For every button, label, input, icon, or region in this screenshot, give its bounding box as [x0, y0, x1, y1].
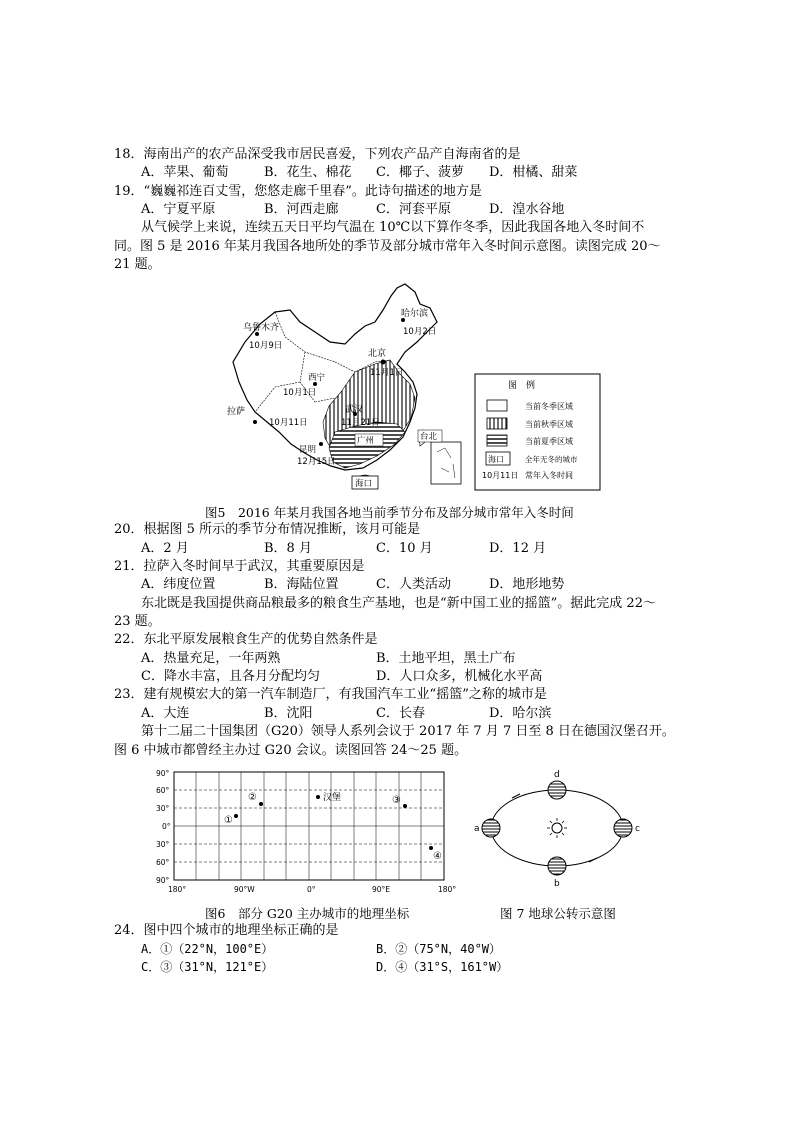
- globe-a: [482, 819, 500, 837]
- lat-label-60s: 60°: [156, 858, 170, 867]
- legend-title: 图 例: [508, 381, 536, 391]
- globe-d: [548, 781, 566, 799]
- legend-autumn: 当前秋季区域: [525, 420, 573, 429]
- q20-option-b: B．8 月: [264, 541, 312, 556]
- city-haikou: 海口: [355, 479, 373, 489]
- lat-label-30s: 30°: [156, 840, 170, 849]
- lat-label-90n: 90°: [156, 769, 170, 778]
- q18-option-c: C．椰子、菠萝: [376, 165, 464, 180]
- lon-label-90e: 90°E: [372, 885, 391, 894]
- marker-4: ④: [433, 851, 442, 862]
- lat-label-0: 0°: [162, 822, 171, 831]
- date-lhasa: 10月11日: [269, 418, 308, 428]
- intro1-line2: 同。图 5 是 2016 年某月我国各地所处的季节及部分城市常年入冬时间示意图。读图完成 20～: [114, 239, 661, 254]
- city-wuhan: 武汉: [345, 405, 364, 415]
- lon-label-90w: 90°W: [234, 885, 255, 894]
- city-kunming: 昆明: [299, 445, 317, 455]
- date-xining: 10月1日: [283, 388, 317, 398]
- lon-label-180w: 180°: [168, 885, 187, 894]
- q24-option-c: C．③（31°N，121°E）: [141, 960, 274, 974]
- q18-option-d: D．柑橘、甜菜: [489, 165, 578, 180]
- intro3-line2: 图 6 中城市都曾经主办过 G20 会议。读图回答 24～25 题。: [114, 743, 468, 758]
- marker-2: ②: [248, 792, 257, 803]
- q22-option-a: A．热量充足，一年两熟: [141, 651, 281, 666]
- q20-stem: 20．根据图 5 所示的季节分布情况推断，该月可能是: [114, 522, 421, 537]
- marker-1: ①: [224, 815, 233, 826]
- label-b: b: [554, 879, 560, 889]
- figure6-coordinate-grid: [150, 766, 457, 896]
- city-xining: 西宁: [308, 373, 326, 383]
- figure5-caption: 图5 2016 年某月我国各地当前季节分布及部分城市常年入冬时间: [205, 505, 574, 520]
- lat-label-60n: 60°: [156, 786, 170, 795]
- figure6-caption: 图6 部分 G20 主办城市的地理坐标: [205, 906, 410, 921]
- q22-option-b: B．土地平坦，黑土广布: [376, 651, 516, 666]
- globe-c: [614, 819, 632, 837]
- figure7-caption: 图 7 地球公转示意图: [500, 906, 616, 921]
- intro3-line1: 第十二届二十国集团（G20）领导人系列会议于 2017 年 7 月 7 日至 8 日在德国汉堡召开。: [141, 724, 675, 739]
- city-harbin: 哈尔滨: [401, 309, 429, 319]
- q20-option-d: D．12 月: [489, 541, 547, 556]
- q18-option-a: A．苹果、葡萄: [141, 165, 229, 180]
- lat-label-90s: 90°: [156, 876, 170, 885]
- q24-option-d: D．④（31°S，161°W）: [376, 960, 509, 974]
- q24-option-b: B．②（75°N，40°W）: [376, 942, 502, 956]
- q19-option-a: A．宁夏平原: [141, 202, 216, 217]
- intro2-line2: 23 题。: [114, 614, 161, 629]
- intro1-line3: 21 题。: [114, 257, 161, 272]
- map-legend: [475, 374, 600, 490]
- south-china-sea-inset: [431, 442, 461, 484]
- globe-b: [548, 857, 566, 875]
- q23-option-d: D．哈尔滨: [489, 706, 552, 721]
- date-urumqi: 10月9日: [249, 341, 283, 351]
- city-beijing: 北京: [368, 349, 387, 359]
- date-kunming: 12月15日: [297, 457, 336, 467]
- legend-summer: 当前夏季区域: [525, 437, 573, 446]
- q20-option-a: A．2 月: [141, 541, 189, 556]
- legend-no-winter: 全年无冬的城市: [525, 455, 578, 464]
- lat-label-30n: 30°: [156, 804, 170, 813]
- city-taipei: 台北: [420, 432, 438, 442]
- legend-entry-date: 常年入冬时间: [525, 471, 573, 480]
- date-harbin: 10月2日: [403, 327, 437, 337]
- q23-option-c: C．长春: [376, 706, 425, 721]
- intro2-line1: 东北既是我国提供商品粮最多的粮食生产基地，也是“新中国工业的摇篮”。据此完成 22～: [141, 596, 656, 611]
- city-guangzhou: 广州: [357, 436, 375, 446]
- city-urumqi: 乌鲁木齐: [243, 323, 280, 333]
- label-d: d: [554, 770, 560, 780]
- legend-sample-city: 海口: [488, 455, 504, 464]
- q21-stem: 21．拉萨入冬时间早于武汉，其重要原因是: [114, 559, 365, 574]
- q21-option-b: B．海陆位置: [264, 577, 339, 592]
- marker-3: ③: [392, 795, 401, 806]
- q23-stem: 23．建有规模宏大的第一汽车制造厂，有我国汽车工业“摇篮”之称的城市是: [114, 687, 547, 702]
- legend-sample-date: 10月11日: [482, 471, 519, 480]
- q18-option-b: B．花生、棉花: [264, 165, 352, 180]
- legend-winter: 当前冬季区域: [525, 402, 573, 411]
- intro1-line1: 从气候学上来说，连续五天日平均气温在 10℃以下算作冬季，因此我国各地入冬时间不: [141, 220, 645, 235]
- q21-option-a: A．纬度位置: [141, 577, 216, 592]
- date-beijing: 11月1日: [370, 368, 404, 378]
- q23-option-a: A．大连: [141, 706, 190, 721]
- city-lhasa: 拉萨: [227, 407, 246, 417]
- q22-stem: 22．东北平原发展粮食生产的优势自然条件是: [114, 632, 378, 647]
- q20-option-c: C．10 月: [376, 541, 433, 556]
- q21-option-d: D．地形地势: [489, 577, 565, 592]
- q22-option-c: C．降水丰富，且各月分配均匀: [141, 669, 320, 684]
- q19-option-d: D．湟水谷地: [489, 202, 565, 217]
- q21-option-c: C．人类活动: [376, 577, 451, 592]
- hamburg-label: 汉堡: [323, 793, 342, 803]
- date-wuhan: 11月21日: [341, 418, 380, 428]
- q24-option-a: A．①（22°N，100°E）: [141, 942, 274, 956]
- lon-label-0: 0°: [307, 885, 316, 894]
- q19-option-b: B．河西走廊: [264, 202, 339, 217]
- lon-label-180e: 180°: [438, 885, 457, 894]
- q24-stem: 24．图中四个城市的地理坐标正确的是: [114, 923, 339, 938]
- sun-icon: [547, 818, 567, 838]
- label-c: c: [635, 824, 640, 834]
- q22-option-d: D．人口众多，机械化水平高: [376, 669, 543, 684]
- q18-stem: 18．海南出产的农产品深受我市居民喜爱，下列农产品产自海南省的是: [114, 147, 521, 162]
- q19-stem: 19．“巍巍祁连百丈雪，您悠走廊千里春”。此诗句描述的地方是: [114, 184, 482, 199]
- figure5-china-map: [205, 282, 605, 497]
- q23-option-b: B．沈阳: [264, 706, 313, 721]
- q19-option-c: C．河套平原: [376, 202, 451, 217]
- label-a: a: [474, 824, 480, 834]
- figure7-earth-orbit: [472, 768, 642, 888]
